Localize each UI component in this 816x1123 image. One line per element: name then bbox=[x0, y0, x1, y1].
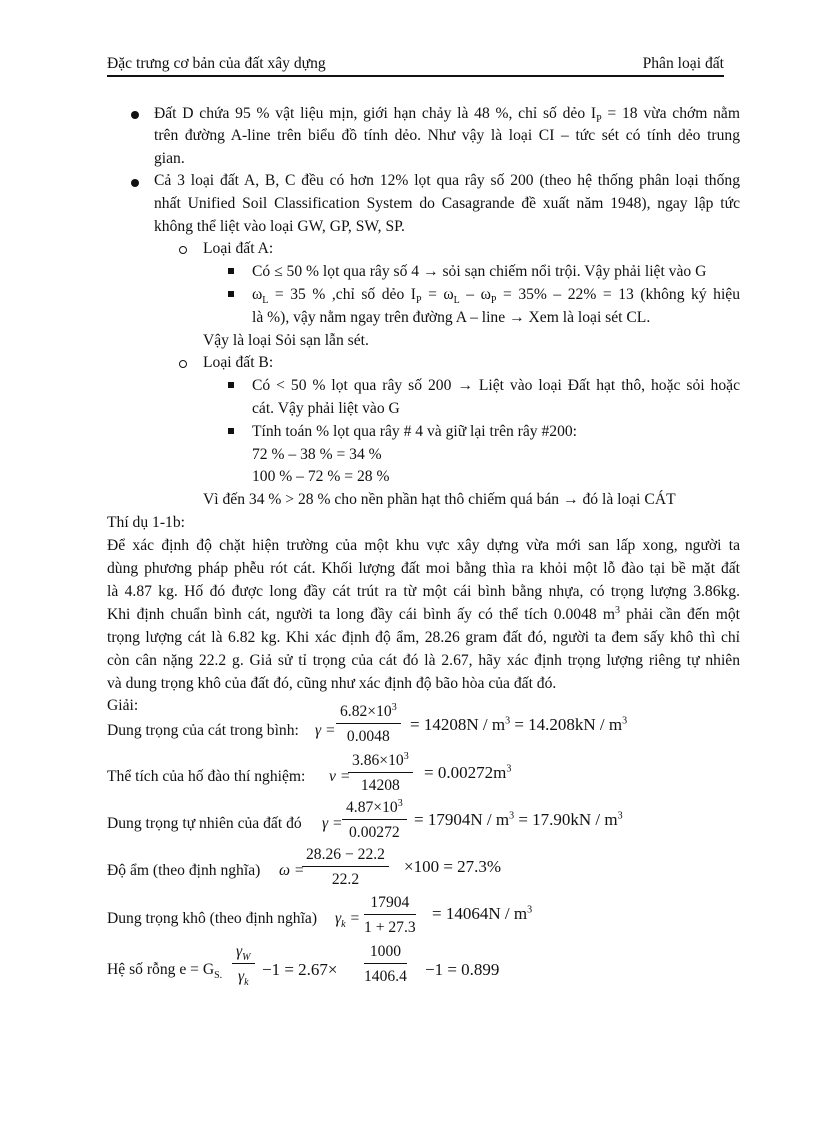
eq2-variable: v = bbox=[329, 768, 351, 785]
eq1-result: = $14208N / m^3 = 14.208kN / m^3$ bbox=[410, 715, 628, 734]
bullet-1-line-3: gian. bbox=[154, 150, 185, 167]
eq4-result: ×100 = 27.3% bbox=[404, 857, 502, 876]
soil-b-item-2: Tính toán % lọt qua rây # 4 và giữ lại trên rây #200: bbox=[252, 423, 578, 440]
eq1-label: Dung trọng của cát trong bình: bbox=[107, 722, 299, 739]
example-para-line-7: và dung trọng khô của đất đó, cũng như xác định độ bão hòa của đất đó. bbox=[107, 675, 557, 692]
soil-a-title: Loại đất A: bbox=[203, 240, 274, 257]
soil-b-title: Loại đất B: bbox=[203, 354, 274, 371]
soil-b-calc-2: 100 % – 72 % = 28 % bbox=[252, 468, 390, 485]
eq2-fraction: $3.86\times 10^3$ 14208 bbox=[348, 752, 413, 795]
example-para-line-4: Khi định chuẩn bình cát, người ta long đầy cái bình ấy có thể tích 0.0048 $m^3$ phải cần đến một bbox=[107, 604, 740, 623]
example-title: Thí dụ 1-1b: bbox=[107, 514, 185, 531]
soil-a-item-2-line-1: $\omega_L = 35$ % ,chỉ số dẻo $I_P = \omega_L - \omega_P = 35\% - 22\% = 13$ (không ký hiệu bbox=[252, 286, 740, 307]
example-para-line-5: trọng lượng cát là 6.82 kg. Khi xác định độ ẩm, 28.26 gram đất đó, người ta đem sấy khô thì chỉ bbox=[107, 629, 740, 646]
solution-label: Giải: bbox=[107, 697, 139, 714]
square-bullet bbox=[228, 382, 234, 388]
page-header bbox=[107, 55, 724, 77]
eq3-fraction: $4.87\times 10^3$ 0.00272 bbox=[342, 799, 407, 842]
bullet-1-line-1: Đất D chứa 95 % vật liệu mịn, giới hạn chảy là 48 %, chỉ số dẻo $I_P = 18$ vừa chớm nằm bbox=[154, 105, 740, 126]
eq5-result: = $14064N / m^3$ bbox=[432, 904, 533, 923]
eq6-label: Hệ số rỗng $e = G_{S.}$ bbox=[107, 961, 223, 982]
eq2-label: Thể tích của hố đào thí nghiệm: bbox=[107, 768, 306, 785]
soil-a-item-2-line-2: là %), vậy nằm ngay trên đường A – line → Xem là loại sét CL. bbox=[252, 309, 651, 326]
soil-a-item-1: Có ≤ 50 % lọt qua rây số 4 → sỏi sạn chiếm nổi trội. Vậy phải liệt vào G bbox=[252, 263, 707, 280]
eq4-variable: ω = bbox=[279, 862, 305, 879]
eq1-fraction: $6.82\times 10^3$ 0.0048 bbox=[336, 703, 401, 746]
bullet-dot bbox=[131, 111, 139, 119]
header-left-title: Đặc trưng cơ bản của đất xây dựng bbox=[107, 55, 326, 72]
eq3-label: Dung trọng tự nhiên của đất đó bbox=[107, 815, 302, 832]
eq4-label: Độ ẩm (theo định nghĩa) bbox=[107, 862, 261, 879]
eq3-result: = $17904N / m^3 = 17.90kN / m^3$ bbox=[414, 810, 623, 829]
bullet-2-line-2: nhất Unified Soil Classification System do Casagrande đề xuất năm 1948), ngay lập tức bbox=[154, 195, 740, 212]
eq6-fraction-2: 1000 1406.4 bbox=[364, 943, 407, 985]
eq6-fraction-1: $\gamma_W$ $\gamma_k$ bbox=[232, 943, 255, 986]
soil-b-item-1-line-1: Có < 50 % lọt qua rây số 200 → Liệt vào loại Đất hạt thô, hoặc sỏi hoặc bbox=[252, 377, 740, 394]
eq5-fraction: 17904 1 + 27.3 bbox=[364, 894, 416, 936]
bullet-1-line-2: trên đường A-line trên biểu đồ tính dẻo. Như vậy là loại CI – tức sét có tính dẻo trung bbox=[154, 127, 740, 144]
eq3-variable: γ = bbox=[322, 815, 343, 832]
bullet-2-line-1: Cả 3 loại đất A, B, C đều có hơn 12% lọt qua rây số 200 (theo hệ thống phân loại thống bbox=[154, 172, 740, 189]
soil-b-calc-1: 72 % – 38 % = 34 % bbox=[252, 446, 382, 463]
header-right-title: Phân loại đất bbox=[642, 55, 724, 72]
soil-b-item-1-line-2: cát. Vậy phải liệt vào G bbox=[252, 400, 400, 417]
soil-b-conclusion: Vì đến 34 % > 28 % cho nền phần hạt thô chiếm quá bán → đó là loại CÁT bbox=[203, 491, 676, 508]
bullet-2-line-3: không thể liệt vào loại GW, GP, SW, SP. bbox=[154, 218, 405, 235]
bullet-dot bbox=[131, 179, 139, 187]
example-para-line-3: là 4.87 kg. Hố đó được long đầy cát trút ra từ một cái bình bằng nhựa, có trọng lượng 3.86kg. bbox=[107, 583, 740, 600]
soil-a-conclusion: Vậy là loại Sỏi sạn lẫn sét. bbox=[203, 332, 369, 349]
eq5-variable: $\gamma_k$ = bbox=[335, 910, 361, 931]
eq6-middle: −1 = 2.67× bbox=[262, 960, 338, 979]
eq2-result: = $0.00272m^3$ bbox=[424, 763, 512, 782]
sub-bullet-circle bbox=[179, 246, 187, 254]
eq4-fraction: 28.26 − 22.2 22.2 bbox=[302, 846, 389, 889]
eq6-result: −1 = 0.899 bbox=[425, 960, 500, 979]
square-bullet bbox=[228, 268, 234, 274]
square-bullet bbox=[228, 291, 234, 297]
example-para-line-1: Để xác định độ chặt hiện trường của một khu vực xây dựng vừa mới san lấp xong, người ta bbox=[107, 537, 740, 554]
sub-bullet-circle bbox=[179, 360, 187, 368]
eq1-variable: γ = bbox=[315, 722, 336, 739]
example-para-line-6: còn cân nặng 22.2 g. Giả sử tỉ trọng của cát đó là 2.67, hãy xác định trọng lượng riêng tự nhiên bbox=[107, 652, 740, 669]
square-bullet bbox=[228, 428, 234, 434]
example-para-line-2: dùng phương pháp phễu rót cát. Khối lượng đất moi bằng thìa ra khỏi một lỗ đào tại bề mặt đất bbox=[107, 560, 740, 577]
eq5-label: Dung trọng khô (theo định nghĩa) bbox=[107, 910, 318, 927]
